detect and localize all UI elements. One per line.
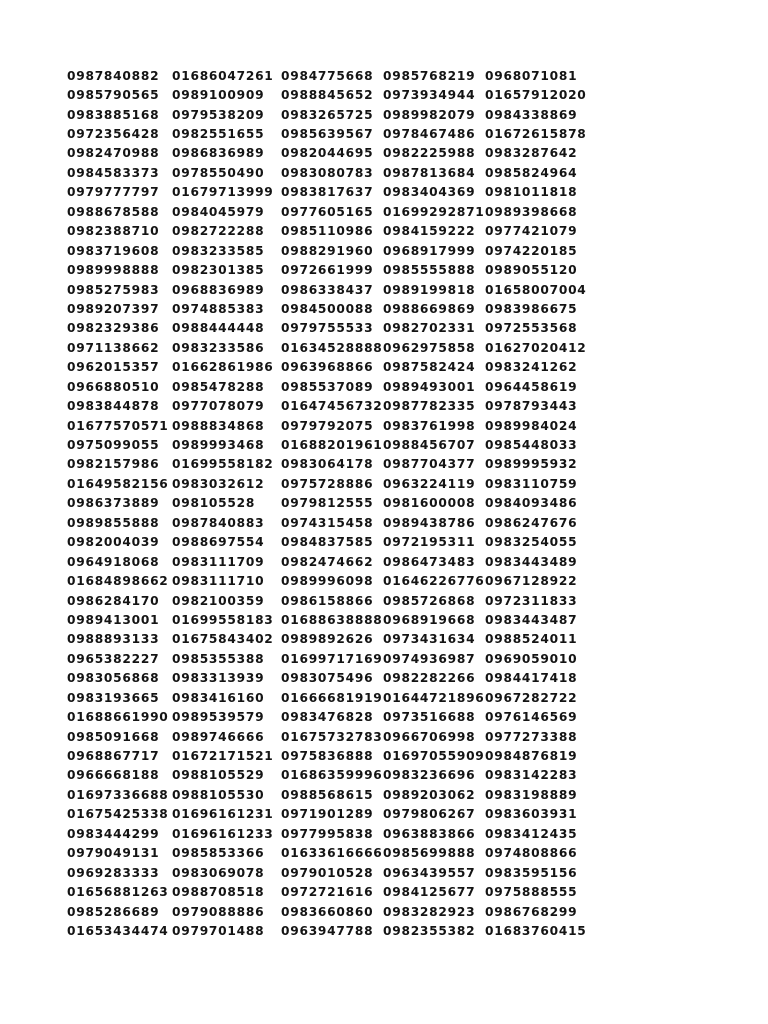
phone-number-cell: 0986158866 [281, 593, 374, 608]
phone-number-cell: 0975728886 [281, 476, 374, 491]
phone-number-cell: 0986473483 [383, 554, 476, 569]
phone-number-cell: 01666681919 [281, 690, 383, 705]
table-row [67, 649, 605, 668]
phone-number-cell: 01656881263 [67, 885, 169, 900]
phone-number-cell: 0963883866 [383, 826, 476, 841]
table-row [67, 571, 605, 590]
phone-number-cell: 01644721896 [383, 690, 485, 705]
phone-number-cell: 0988834868 [172, 418, 265, 433]
phone-number-cell: 0982100359 [172, 593, 265, 608]
phone-number-cell: 0987840882 [67, 68, 160, 83]
phone-number-cell: 0966668188 [67, 768, 160, 783]
phone-number-cell: 0984500088 [281, 301, 374, 316]
phone-number-cell: 0979049131 [67, 846, 160, 861]
phone-number-cell: 01696161233 [172, 826, 274, 841]
table-row [67, 377, 605, 396]
phone-number-cell: 0982470988 [67, 146, 160, 161]
phone-number-cell: 098105528 [172, 496, 256, 511]
phone-number-cell: 0969283333 [67, 865, 160, 880]
table-row [67, 707, 605, 726]
phone-number-cell: 0975888555 [485, 885, 578, 900]
table-row [67, 591, 605, 610]
table-row [67, 105, 605, 124]
phone-number-cell: 0983069078 [172, 865, 265, 880]
phone-number-cell: 0964458619 [485, 379, 578, 394]
phone-number-cell: 01672615878 [485, 127, 587, 142]
phone-number-cell: 0977605165 [281, 204, 374, 219]
phone-number-cell: 01653434474 [67, 923, 169, 938]
phone-number-cell: 0983236696 [383, 768, 476, 783]
phone-number-cell: 0982157986 [67, 457, 160, 472]
phone-number-cell: 01627020412 [485, 340, 587, 355]
phone-number-cell: 0989055120 [485, 263, 578, 278]
phone-number-cell: 0988708518 [172, 885, 265, 900]
phone-number-cell: 0972721616 [281, 885, 374, 900]
phone-number-cell: 0967128922 [485, 574, 578, 589]
table-row [67, 338, 605, 357]
phone-number-cell: 0963439557 [383, 865, 476, 880]
phone-number-cell: 0988524011 [485, 632, 578, 647]
table-row [67, 882, 605, 901]
phone-number-cell: 0983443487 [485, 612, 578, 627]
phone-number-cell: 01657912020 [485, 88, 587, 103]
phone-number-cell: 0985824964 [485, 165, 578, 180]
table-row [67, 902, 605, 921]
table-row [67, 241, 605, 260]
phone-number-cell: 0988697554 [172, 535, 265, 550]
phone-number-cell: 0983241262 [485, 360, 578, 375]
phone-number-cell: 0983416160 [172, 690, 265, 705]
phone-number-cell: 01684898662 [67, 574, 169, 589]
phone-number-cell: 0968917999 [383, 243, 476, 258]
phone-number-cell: 0989892626 [281, 632, 374, 647]
phone-number-cell: 0976146569 [485, 710, 578, 725]
table-row [67, 474, 605, 493]
phone-number-cell: 0984338869 [485, 107, 578, 122]
phone-number-cell: 0974808866 [485, 846, 578, 861]
table-row [67, 183, 605, 202]
phone-number-cell: 0984775668 [281, 68, 374, 83]
phone-number-cell: 0982474662 [281, 554, 374, 569]
phone-number-cell: 0982301385 [172, 263, 265, 278]
phone-number-cell: 0983313939 [172, 671, 265, 686]
phone-number-cell: 0983476828 [281, 710, 374, 725]
phone-number-cell: 0989398668 [485, 204, 578, 219]
table-row [67, 552, 605, 571]
phone-number-cell: 01646226776 [383, 574, 485, 589]
phone-number-cell: 0984125677 [383, 885, 476, 900]
phone-number-cell: 0988105530 [172, 787, 265, 802]
phone-number-cell: 0985091668 [67, 729, 160, 744]
phone-number-cell: 0985448033 [485, 438, 578, 453]
table-row [67, 824, 605, 843]
phone-number-cell: 0984417418 [485, 671, 578, 686]
phone-number-cell: 0989855888 [67, 515, 160, 530]
phone-number-cell: 0989993468 [172, 438, 265, 453]
table-row [67, 610, 605, 629]
phone-number-cell: 0971138662 [67, 340, 160, 355]
phone-number-cell: 0962975858 [383, 340, 476, 355]
table-row [67, 163, 605, 182]
table-row [67, 844, 605, 863]
phone-number-cell: 0983233585 [172, 243, 265, 258]
phone-number-cell: 0978550490 [172, 165, 265, 180]
phone-number-cell: 0985555888 [383, 263, 476, 278]
phone-number-cell: 0979812555 [281, 496, 374, 511]
phone-number-cell: 0989539579 [172, 710, 265, 725]
phone-number-cell: 0988568615 [281, 787, 374, 802]
phone-number-cell: 0983193665 [67, 690, 160, 705]
phone-number-cell: 0984583373 [67, 165, 160, 180]
phone-number-cell: 0983719608 [67, 243, 160, 258]
phone-number-cell: 0979538209 [172, 107, 265, 122]
phone-number-cell: 0967282722 [485, 690, 578, 705]
table-row [67, 319, 605, 338]
phone-number-cell: 0983198889 [485, 787, 578, 802]
phone-number-cell: 0978467486 [383, 127, 476, 142]
phone-number-cell: 0979755533 [281, 321, 374, 336]
phone-number-cell: 01677570571 [67, 418, 169, 433]
phone-number-cell: 0985853366 [172, 846, 265, 861]
phone-number-cell: 0975836888 [281, 749, 374, 764]
phone-number-cell: 0985275983 [67, 282, 160, 297]
phone-number-cell: 0975099055 [67, 438, 160, 453]
phone-number-cell: 0982282266 [383, 671, 476, 686]
phone-number-cell: 0983660860 [281, 904, 374, 919]
phone-number-cell: 01675732783 [281, 729, 383, 744]
phone-number-cell: 0988845652 [281, 88, 374, 103]
phone-number-cell: 01633616666 [281, 846, 383, 861]
phone-number-cell: 0983404369 [383, 185, 476, 200]
table-row [67, 260, 605, 279]
phone-number-cell: 0979806267 [383, 807, 476, 822]
phone-number-cell: 0989413001 [67, 612, 160, 627]
phone-number-cell: 0965382227 [67, 651, 160, 666]
phone-number-cell: 0983110759 [485, 476, 578, 491]
phone-number-cell: 0982225988 [383, 146, 476, 161]
phone-number-cell: 0973516688 [383, 710, 476, 725]
phone-number-cell: 0972356428 [67, 127, 160, 142]
phone-number-cell: 0985699888 [383, 846, 476, 861]
table-row [67, 766, 605, 785]
phone-number-cell: 0985726868 [383, 593, 476, 608]
phone-number-cell: 0989982079 [383, 107, 476, 122]
phone-number-cell: 0987813684 [383, 165, 476, 180]
phone-number-cell: 0983111710 [172, 574, 265, 589]
phone-number-cell: 0983233586 [172, 340, 265, 355]
phone-number-cell: 0984837585 [281, 535, 374, 550]
phone-number-cell: 01699717169 [281, 651, 383, 666]
phone-number-cell: 0989207397 [67, 301, 160, 316]
phone-number-cell: 01658007004 [485, 282, 587, 297]
phone-number-cell: 0977421079 [485, 224, 578, 239]
phone-number-cell: 0987704377 [383, 457, 476, 472]
phone-number-cell: 0983595156 [485, 865, 578, 880]
phone-number-cell: 0989438786 [383, 515, 476, 530]
phone-number-cell: 0982004039 [67, 535, 160, 550]
table-row [67, 222, 605, 241]
table-row [67, 494, 605, 513]
phone-number-cell: 0989493001 [383, 379, 476, 394]
phone-number-cell: 0973431634 [383, 632, 476, 647]
phone-number-cell: 01699292871 [383, 204, 485, 219]
phone-number-cell: 0979010528 [281, 865, 374, 880]
phone-number-cell: 0974885383 [172, 301, 265, 316]
table-row [67, 435, 605, 454]
phone-number-cell: 0989984024 [485, 418, 578, 433]
phone-number-cell: 0983032612 [172, 476, 265, 491]
phone-number-cell: 0983064178 [281, 457, 374, 472]
phone-number-cell: 0983265725 [281, 107, 374, 122]
phone-number-cell: 0988456707 [383, 438, 476, 453]
phone-number-cell: 0989100909 [172, 88, 265, 103]
table-row [67, 280, 605, 299]
phone-number-cell: 0988105529 [172, 768, 265, 783]
phone-number-cell: 0981011818 [485, 185, 578, 200]
phone-number-cell: 0977078079 [172, 399, 265, 414]
phone-number-table [67, 66, 605, 941]
table-row [67, 416, 605, 435]
phone-number-cell: 01672171521 [172, 749, 274, 764]
phone-number-cell: 0983603931 [485, 807, 578, 822]
phone-number-cell: 0982355382 [383, 923, 476, 938]
phone-number-cell: 0983080783 [281, 165, 374, 180]
phone-number-cell: 01699558183 [172, 612, 274, 627]
table-row [67, 630, 605, 649]
phone-number-cell: 01675843402 [172, 632, 274, 647]
phone-number-cell: 0974936987 [383, 651, 476, 666]
phone-number-cell: 01634528888 [281, 340, 383, 355]
phone-number-cell: 0987840883 [172, 515, 265, 530]
phone-number-cell: 01686047261 [172, 68, 274, 83]
table-row [67, 299, 605, 318]
phone-number-cell: 0985355388 [172, 651, 265, 666]
phone-number-cell: 0985537089 [281, 379, 374, 394]
phone-number-cell: 01679713999 [172, 185, 274, 200]
phone-number-cell: 01688638888 [281, 612, 383, 627]
phone-number-cell: 0982388710 [67, 224, 160, 239]
phone-number-cell: 0984045979 [172, 204, 265, 219]
phone-number-cell: 0983282923 [383, 904, 476, 919]
phone-number-cell: 0986373889 [67, 496, 160, 511]
phone-number-cell: 0979777797 [67, 185, 160, 200]
phone-number-cell: 0985286689 [67, 904, 160, 919]
phone-number-cell: 0986768299 [485, 904, 578, 919]
phone-number-cell: 0979701488 [172, 923, 265, 938]
phone-number-cell: 0985639567 [281, 127, 374, 142]
table-row [67, 202, 605, 221]
table-row [67, 358, 605, 377]
phone-number-cell: 0988669869 [383, 301, 476, 316]
phone-number-cell: 0979088886 [172, 904, 265, 919]
phone-number-cell: 0964918068 [67, 554, 160, 569]
table-row [67, 396, 605, 415]
phone-number-cell: 0968836989 [172, 282, 265, 297]
phone-number-cell: 01675425338 [67, 807, 169, 822]
phone-number-cell: 0986247676 [485, 515, 578, 530]
phone-number-cell: 0982329386 [67, 321, 160, 336]
phone-number-cell: 0988678588 [67, 204, 160, 219]
phone-number-cell: 0986284170 [67, 593, 160, 608]
phone-number-cell: 0983142283 [485, 768, 578, 783]
phone-number-cell: 01688201961 [281, 438, 383, 453]
phone-number-cell: 0983056868 [67, 671, 160, 686]
phone-number-cell: 0989203062 [383, 787, 476, 802]
phone-number-cell: 0985478288 [172, 379, 265, 394]
phone-number-cell: 0983111709 [172, 554, 265, 569]
phone-number-cell: 0989746666 [172, 729, 265, 744]
table-row [67, 863, 605, 882]
phone-number-cell: 0983254055 [485, 535, 578, 550]
phone-number-cell: 0986836989 [172, 146, 265, 161]
phone-number-cell: 0966706998 [383, 729, 476, 744]
phone-number-cell: 0981600008 [383, 496, 476, 511]
phone-number-cell: 0963224119 [383, 476, 476, 491]
table-row [67, 85, 605, 104]
phone-number-cell: 0984093486 [485, 496, 578, 511]
table-row [67, 805, 605, 824]
phone-number-cell: 0979792075 [281, 418, 374, 433]
phone-number-cell: 0988893133 [67, 632, 160, 647]
phone-number-cell: 01647456732 [281, 399, 383, 414]
phone-number-cell: 0972553568 [485, 321, 578, 336]
phone-number-cell: 0985790565 [67, 88, 160, 103]
table-row [67, 921, 605, 940]
phone-number-cell: 0989998888 [67, 263, 160, 278]
phone-number-cell: 01696161231 [172, 807, 274, 822]
phone-number-cell: 0977995838 [281, 826, 374, 841]
phone-number-cell: 01697336688 [67, 787, 169, 802]
phone-number-cell: 0988444448 [172, 321, 265, 336]
phone-number-cell: 0982722288 [172, 224, 265, 239]
phone-number-cell: 0969059010 [485, 651, 578, 666]
phone-number-cell: 0968071081 [485, 68, 578, 83]
table-row [67, 533, 605, 552]
phone-number-cell: 0974315458 [281, 515, 374, 530]
phone-number-cell: 0963947788 [281, 923, 374, 938]
phone-number-cell: 01688661990 [67, 710, 169, 725]
phone-number-cell: 0983443489 [485, 554, 578, 569]
phone-number-cell: 0985768219 [383, 68, 476, 83]
phone-number-cell: 0962015357 [67, 360, 160, 375]
table-row [67, 785, 605, 804]
phone-number-cell: 0984159222 [383, 224, 476, 239]
phone-number-cell: 0974220185 [485, 243, 578, 258]
phone-number-cell: 0983287642 [485, 146, 578, 161]
phone-number-cell: 0987782335 [383, 399, 476, 414]
phone-number-cell: 01697055909 [383, 749, 485, 764]
phone-number-cell: 0989199818 [383, 282, 476, 297]
phone-number-cell: 0972195311 [383, 535, 476, 550]
phone-number-cell: 0972311833 [485, 593, 578, 608]
phone-number-cell: 0983986675 [485, 301, 578, 316]
phone-number-cell: 0982702331 [383, 321, 476, 336]
phone-number-table-body [67, 66, 605, 941]
phone-number-cell: 0977273388 [485, 729, 578, 744]
phone-number-cell: 0983885168 [67, 107, 160, 122]
phone-number-cell: 0985110986 [281, 224, 374, 239]
table-row [67, 513, 605, 532]
table-row [67, 124, 605, 143]
phone-number-cell: 0988291960 [281, 243, 374, 258]
phone-number-cell: 01699558182 [172, 457, 274, 472]
phone-number-cell: 0983761998 [383, 418, 476, 433]
phone-number-cell: 0983412435 [485, 826, 578, 841]
table-row [67, 144, 605, 163]
phone-number-cell: 0966880510 [67, 379, 160, 394]
phone-number-cell: 01686359996 [281, 768, 383, 783]
table-row [67, 66, 605, 85]
phone-number-cell: 0978793443 [485, 399, 578, 414]
phone-number-cell: 0983817637 [281, 185, 374, 200]
phone-number-cell: 0968867717 [67, 749, 160, 764]
phone-number-cell: 01649582156 [67, 476, 169, 491]
phone-number-cell: 0983444299 [67, 826, 160, 841]
phone-number-cell: 0963968866 [281, 360, 374, 375]
table-row [67, 455, 605, 474]
table-row [67, 746, 605, 765]
phone-number-cell: 0989996098 [281, 574, 374, 589]
phone-number-cell: 0973934944 [383, 88, 476, 103]
table-row [67, 688, 605, 707]
phone-number-cell: 01662861986 [172, 360, 274, 375]
table-row [67, 669, 605, 688]
phone-number-cell: 0968919668 [383, 612, 476, 627]
table-row [67, 727, 605, 746]
phone-number-cell: 0983075496 [281, 671, 374, 686]
phone-number-cell: 0982551655 [172, 127, 265, 142]
phone-number-cell: 0983844878 [67, 399, 160, 414]
phone-number-cell: 0971901289 [281, 807, 374, 822]
phone-number-cell: 0986338437 [281, 282, 374, 297]
phone-number-cell: 0989995932 [485, 457, 578, 472]
phone-number-cell: 0982044695 [281, 146, 374, 161]
phone-number-cell: 0972661999 [281, 263, 374, 278]
phone-number-cell: 01683760415 [485, 923, 587, 938]
phone-number-cell: 0987582424 [383, 360, 476, 375]
phone-number-cell: 0984876819 [485, 749, 578, 764]
